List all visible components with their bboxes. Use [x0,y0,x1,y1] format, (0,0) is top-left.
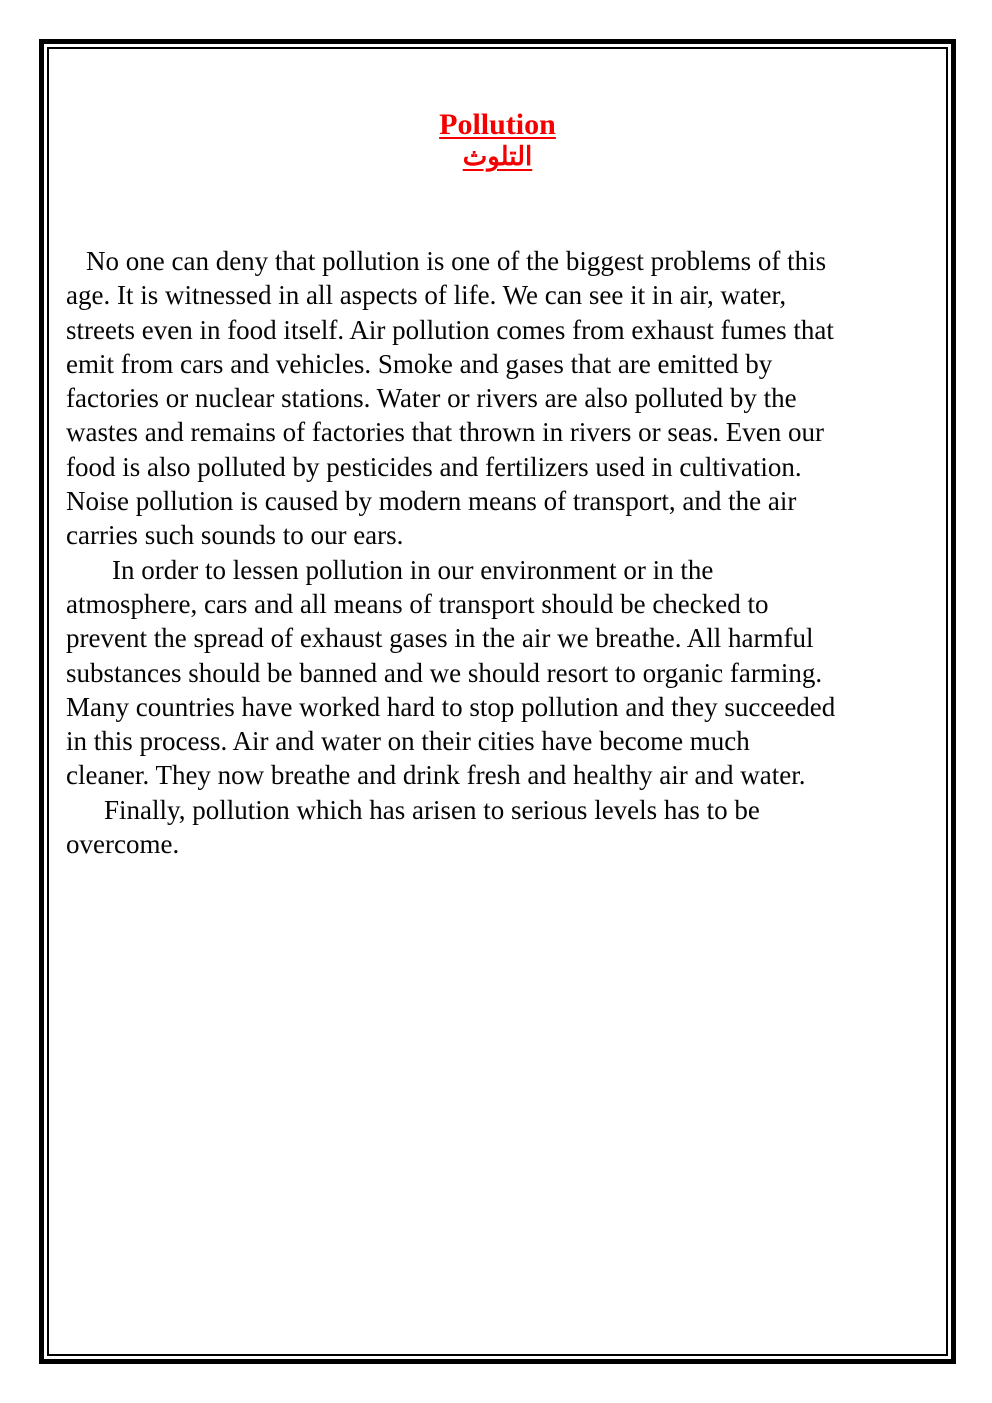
paragraph [66,793,936,862]
text-line: overcome. [66,829,180,860]
text-line: No one can deny that pollution is one of the biggest problems of this [86,246,827,276]
text-line: carries such sounds to our ears. [66,520,404,551]
text-line: wastes and remains of factories that thrown in rivers or seas. Even our [66,417,825,448]
text-line: Many countries have worked hard to stop pollution and they succeeded [66,691,836,722]
page-title: Pollution [439,108,556,141]
text-line: age. It is witnessed in all aspects of life. We can see it in air, water, [66,280,787,311]
paragraph [66,553,936,793]
text-line: In order to lessen pollution in our environment or in the [112,554,714,585]
text-line: Finally, pollution which has arisen to serious levels has to be [104,794,760,825]
text-line: atmosphere, cars and all means of transport should be checked to [66,588,769,619]
text-line: substances should be banned and we should resort to organic farming. [66,657,823,688]
text-line: in this process. Air and water on their cities have become much [66,726,750,757]
page-content [51,51,944,1352]
title-block [51,108,944,172]
text-line: cleaner. They now breathe and drink fresh and healthy air and water. [66,760,806,791]
text-line: food is also polluted by pesticides and fertilizers used in cultivation. [66,451,802,482]
text-line: streets even in food itself. Air pollution comes from exhaust fumes that [66,314,834,345]
text-line: factories or nuclear stations. Water or rivers are also polluted by the [66,383,797,414]
paragraph [66,244,936,553]
text-line: emit from cars and vehicles. Smoke and gases that are emitted by [66,348,773,379]
essay-body [51,244,944,861]
page-border-outer [39,39,956,1364]
page-title-arabic: التلوث [462,142,533,171]
page-border-inner [47,47,948,1356]
text-line: Noise pollution is caused by modern means of transport, and the air [66,486,797,517]
text-line: prevent the spread of exhaust gases in the air we breathe. All harmful [66,623,814,654]
